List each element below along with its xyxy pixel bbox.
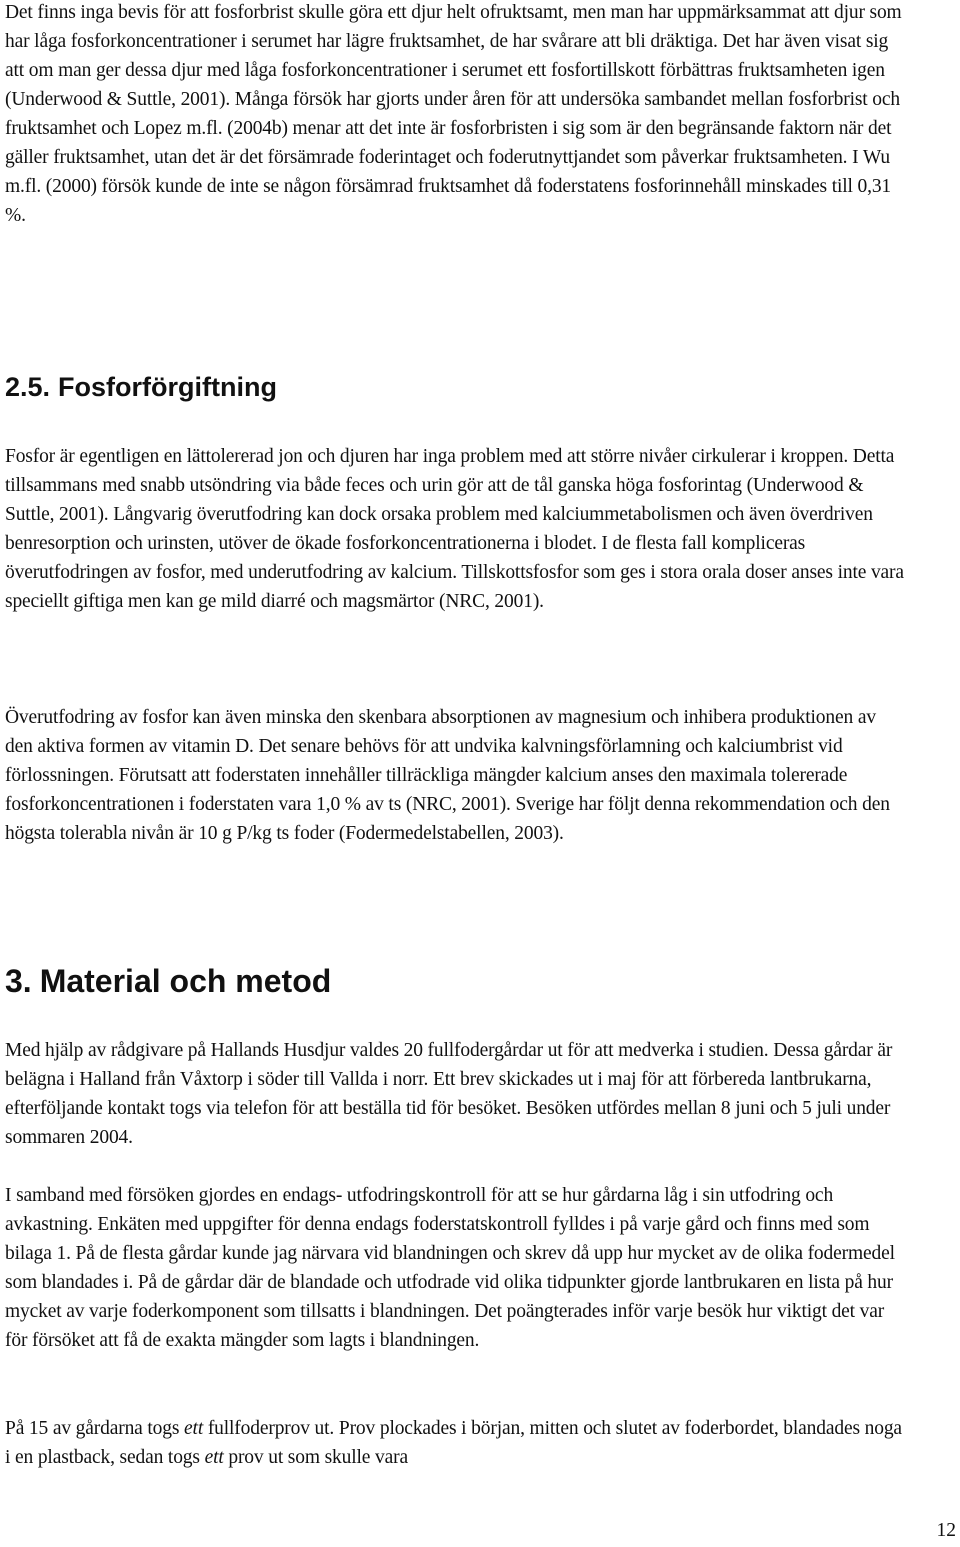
emphasis-text: ett [184,1418,204,1439]
emphasis-text: ett [204,1447,224,1468]
section-title: Material och metod [39,963,332,999]
paragraph-fosforbrist-fruktsamhet: Det finns inga bevis för att fosforbrist skulle göra ett djur helt ofruktsamt, men man har uppmärksammat att djur som har låga fosforkoncentrationer i serumet har lägre fruktsamhet, de har svårare att bli dräktiga. Det har även visat sig att om man ger dessa djur med låga fosforkoncentrationer i serumet ett fosfortillskott förbättras fruktsamheten igen (Underwood & Suttle, 2001). Många försök har gjorts under åren för att undersöka sambandet mellan fosforbrist och fruktsamhet och Lopez m.fl. (2004b) menar att det inte är fosforbristen i sig som är den begränsande faktorn när det gäller fruktsamhet, utan det är det försämrade foderintaget och foderutnyttjandet som påverkar fruktsamheten. I Wu m.fl. (2000) försök kunde de inte se någon försämrad fruktsamhet då foderstatens fosforinnehåll minskades till 0,31 %. [5,2,902,226]
section-heading-2-5 [5,371,277,403]
section-number: 2.5. [5,372,51,402]
paragraph-gardar-urval: Med hjälp av rådgivare på Hallands Husdjur valdes 20 fullfodergårdar ut för att medverka i studien. Dessa gårdar är belägna i Halland från Våxtorp i söder till Vallda i norr. Ett brev skickades ut i maj för att förbereda lantbrukarna, efterföljande kontakt togs via telefon för att beställa tid för besöket. Besöken utfördes mellan 8 juni och 5 juli under sommaren 2004. [5,1040,893,1148]
text-run: prov ut som skulle vara [223,1447,408,1468]
paragraph-fosfor-tolerans: Fosfor är egentligen en lättolererad jon och djuren har inga problem med att större nivåer cirkulerar i kroppen. Detta tillsammans med snabb utsöndring via både feces och urin gör att de tål ganska höga fosforintag (Underwood & Suttle, 2001). Långvarig överutfodring kan dock orsaka problem med kalciummetabolismen och även överdriven benresorption och urinsten, utöver de ökade fosforkoncentrationerna i blodet. I de flesta fall kompliceras överutfodringen av fosfor, med underutfodring av kalcium. Tillskottsfosfor som ges i stora orala doser anses inte vara speciellt giftiga men kan ge mild diarré och magsmärtor (NRC, 2001). [5,446,904,612]
section-number: 3. [5,963,32,999]
text-run: fullfoderprov ut. Prov plockades i början, mitten och slutet av foderbordet, blandades noga i en plastback, sedan togs [5,1418,902,1468]
section-title: Fosforförgiftning [58,372,277,402]
page-number: 12 [936,1520,956,1541]
paragraph-utfodringskontroll: I samband med försöken gjordes en endags- utfodringskontroll för att se hur gårdarna låg i sin utfodring och avkastning. Enkäten med uppgifter för denna endags foderstatskontroll fylldes i på varje gård och finns med som bilaga 1. På de flesta gårdar kunde jag närvara vid blandningen och skrev då upp hur mycket av de olika fodermedel som blandades i. På de gårdar där de blandade och utfodrade vid olika tidpunkter gjorde lantbrukaren en lista på hur mycket av varje foderkomponent som tillsatts i blandningen. Det poängterades inför varje besök hur viktigt det var för försöket att få de exakta mängder som lagts i blandningen. [5,1185,895,1351]
paragraph-fullfoderprov [5,1414,905,1472]
section-heading-3 [5,962,331,1000]
text-run: På 15 av gårdarna togs [5,1418,185,1439]
paragraph-overutfodring: Överutfodring av fosfor kan även minska den skenbara absorptionen av magnesium och inhibera produktionen av den aktiva formen av vitamin D. Det senare behövs för att undvika kalvningsförlamning och kalciumbrist vid förlossningen. Förutsatt att foderstaten innehåller tillräckliga mängder kalcium anses den maximala tolererade fosforkoncentrationen i foderstaten vara 1,0 % av ts (NRC, 2001). Sverige har följt denna rekommendation och den högsta tolerabla nivån är 10 g P/kg ts foder (Fodermedelstabellen, 2003). [5,707,890,844]
